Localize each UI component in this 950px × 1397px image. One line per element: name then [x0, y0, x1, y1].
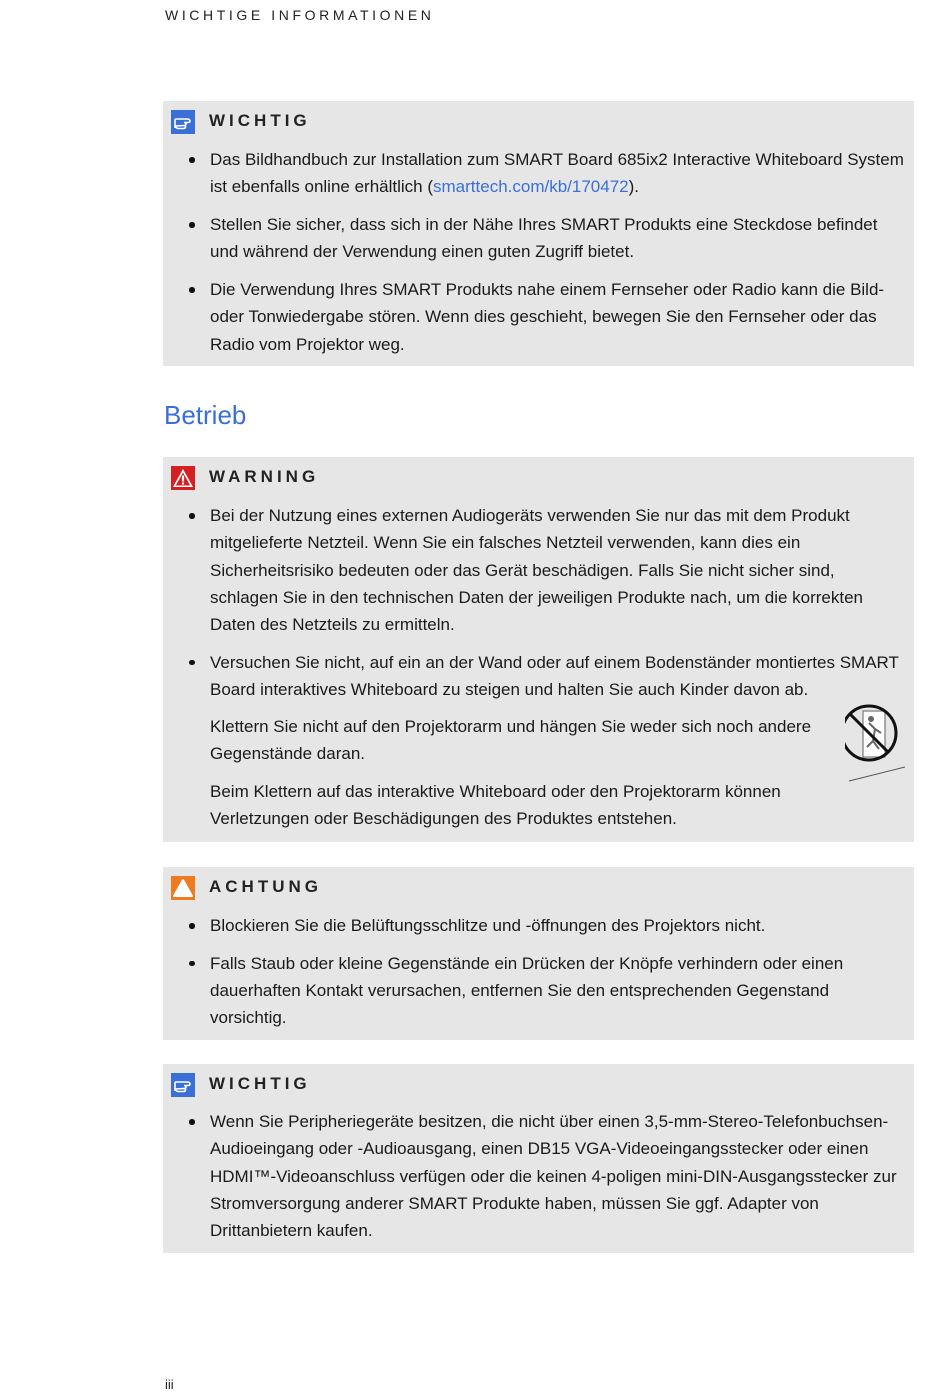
item-text-end: ).	[628, 177, 640, 197]
list-item: Versuchen Sie nicht, auf ein an der Wand oder auf einem Bodenständer montiertes SMART Board interaktives Whiteboard zu steigen und halten Sie auch Kinder davon ab.	[163, 649, 914, 704]
pointing-hand-icon	[171, 110, 195, 134]
caution-icon	[171, 876, 195, 900]
list-item: Die Verwendung Ihres SMART Produkts nahe einem Fernseher oder Radio kann die Bild- oder Tonwiedergabe stören. Wenn dies geschieht, bewegen Sie den Fernseher oder das Radio vom Projektor weg.	[163, 276, 914, 358]
paragraph: Beim Klettern auf das interaktive Whiteboard oder den Projektorarm können Verletzungen oder Beschädigungen des Produktes entstehen.	[210, 782, 781, 829]
list-item	[163, 146, 914, 201]
notice-label: WICHTIG	[209, 111, 311, 130]
no-climbing-icon	[845, 701, 907, 783]
notice-label: WARNING	[209, 467, 320, 486]
caution-notice-box	[163, 867, 914, 1040]
pointing-hand-icon	[171, 1073, 195, 1097]
notice-label: ACHTUNG	[209, 877, 322, 896]
list-item: Wenn Sie Peripheriegeräte besitzen, die nicht über einen 3,5-mm-Stereo-Telefonbuchsen-Audioeingang oder -Audioausgang, einen DB15 VGA-Videoeingangsstecker oder einen HDMI™-Videoanschluss verfügen oder die keinen 4-poligen mini-DIN-Ausgangsstecker zur Stromversorgung anderer SMART Produkte haben, müssen Sie ggf. Adapter von Drittanbietern kaufen.	[163, 1108, 914, 1244]
item-text: Das Bildhandbuch zur Installation zum SMART Board 685ix2 Interactive Whiteboard System ist ebenfalls online erhältlich (	[210, 150, 904, 197]
warning-notice-box	[163, 457, 914, 842]
running-header: WICHTIGE INFORMATIONEN	[165, 7, 435, 23]
section-heading: Betrieb	[164, 400, 247, 430]
important-notice-box	[163, 101, 914, 366]
page-number: iii	[165, 1377, 174, 1392]
list-item: Falls Staub oder kleine Gegenstände ein Drücken der Knöpfe verhindern oder einen dauerhaften Kontakt verursachen, entfernen Sie den entsprechenden Gegenstand vorsichtig.	[163, 950, 914, 1032]
kb-link[interactable]: smarttech.com/kb/170472	[433, 177, 629, 197]
list-item: Bei der Nutzung eines externen Audiogeräts verwenden Sie nur das mit dem Produkt mitgelieferte Netzteil. Wenn Sie ein falsches Netzteil verwenden, kann dies ein Sicherheitsrisiko bedeuten oder das Gerät beschädigen. Falls Sie nicht sicher sind, schlagen Sie in den technischen Daten der jeweiligen Produkte nach, um die korrekten Daten des Netzteils zu ermitteln.	[163, 502, 914, 638]
notice-label: WICHTIG	[209, 1074, 311, 1093]
warning-triangle-icon	[171, 466, 195, 490]
list-item: Stellen Sie sicher, dass sich in der Nähe Ihres SMART Produkts eine Steckdose befindet und während der Verwendung einen guten Zugriff bietet.	[163, 211, 914, 266]
list-item: Blockieren Sie die Belüftungsschlitze und -öffnungen des Projektors nicht.	[163, 912, 914, 939]
important-notice-box	[163, 1064, 914, 1253]
paragraph: Klettern Sie nicht auf den Projektorarm und hängen Sie weder sich noch andere Gegenstände daran.	[210, 717, 812, 764]
